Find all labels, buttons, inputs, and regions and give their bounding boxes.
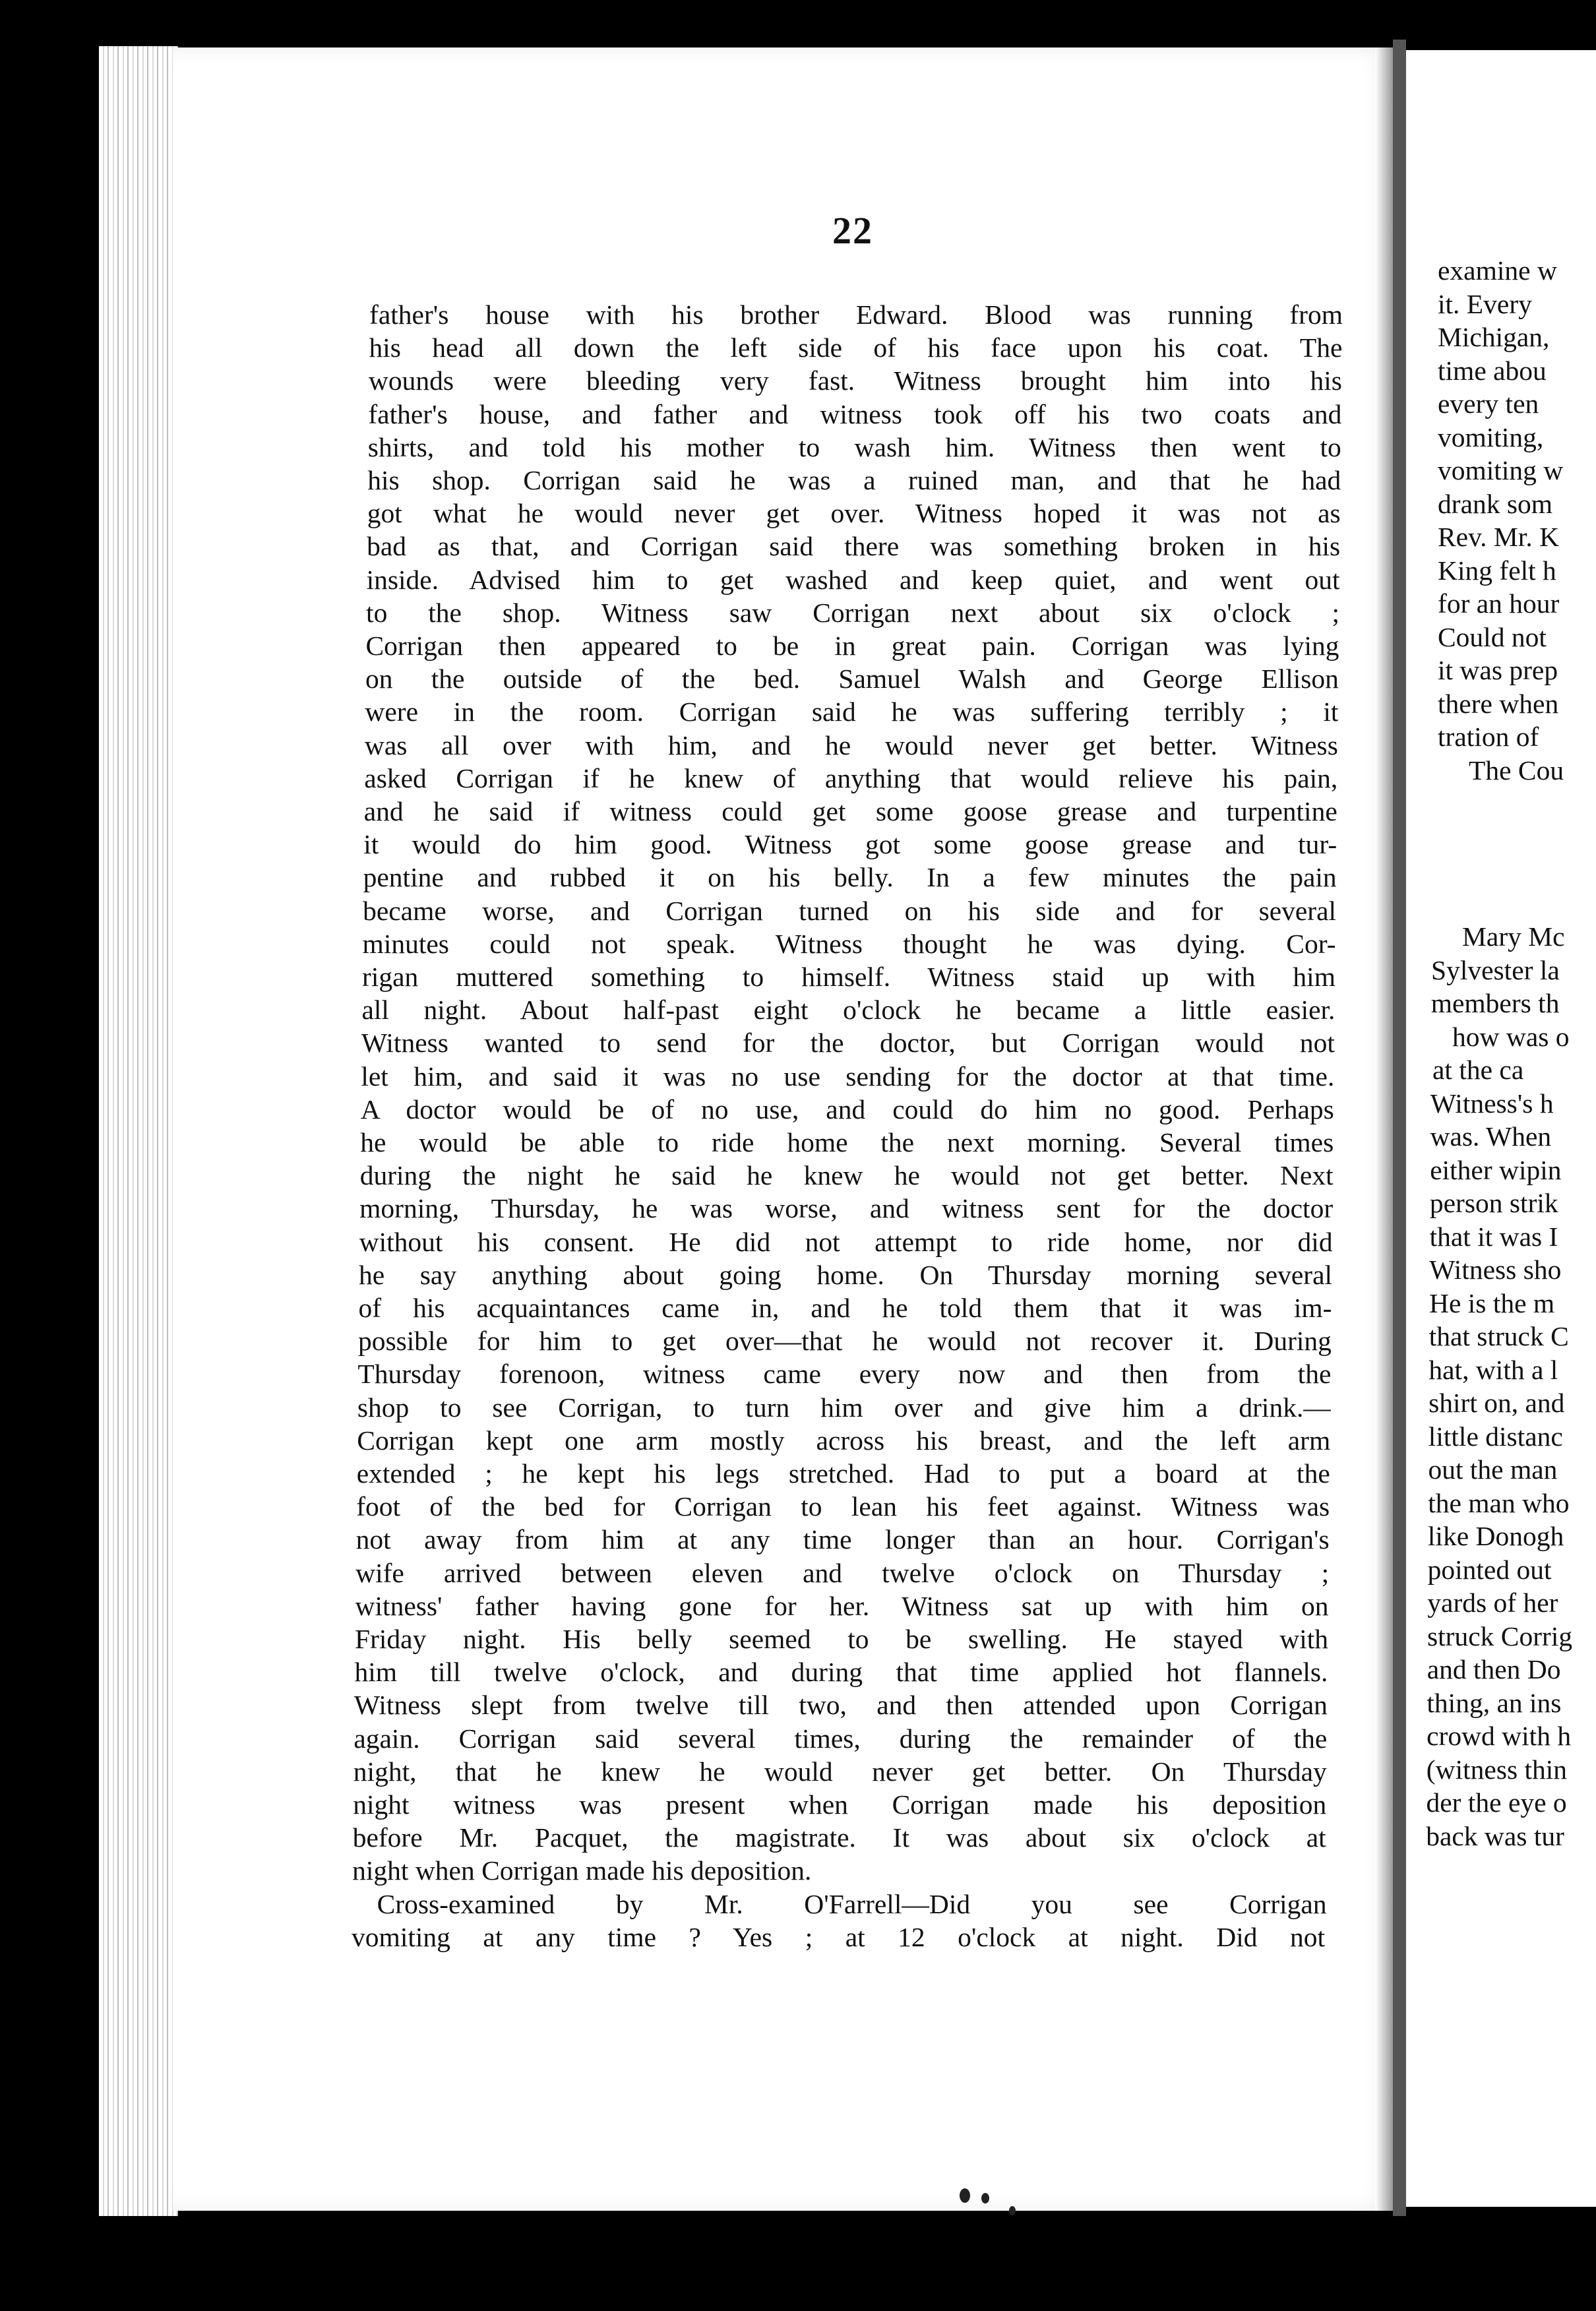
text-line: back was tur [1426,1820,1564,1851]
text-line: vomiting, [1438,421,1544,452]
text-line: rigan muttered something to himself. Witness staid up with him [362,962,1335,992]
text-line: Could not [1438,621,1547,652]
text-line: again. Corrigan said several times, during the remainder of the [353,1723,1328,1754]
text-line: inside. Advised him to get washed and keep quiet, and went out [366,564,1340,595]
text-line: foot of the bed for Corrigan to lean his feet against. Witness was [356,1491,1330,1522]
text-line: thing, an ins [1427,1687,1562,1718]
text-line: witness' father having gone for her. Witness sat up with him on [355,1590,1329,1621]
text-line: night witness was present when Corrigan made his deposition [353,1789,1327,1820]
text-line: Mary Mc [1462,921,1565,952]
text-line: Witness wanted to send for the doctor, but Corrigan would not [361,1028,1335,1059]
text-line: Witness slept from twelve till two, and then attended upon Corrigan [353,1690,1328,1721]
text-line: night when Corrigan made his deposition. [352,1855,812,1886]
text-line: out the man [1428,1454,1558,1485]
text-line: and then Do [1427,1654,1561,1684]
text-line: Corrigan kept one arm mostly across his breast, and the left arm [357,1425,1331,1456]
text-line: of his acquaintances came in, and he told them that it was im- [358,1293,1332,1323]
text-line: before Mr. Pacquet, the magistrate. It was about six o'clock at [352,1822,1326,1853]
text-line: bad as that, and Corrigan said there was something broken in his [367,531,1341,562]
text-line: vomiting at any time ? Yes ; at 12 o'clock at night. Did not [352,1921,1326,1952]
text-line: asked Corrigan if he knew of anything that would relieve his pain, [364,762,1338,793]
text-line: that it was I [1429,1221,1558,1252]
text-line: members th [1430,988,1560,1018]
text-line: there when [1438,688,1559,719]
text-line: for an hour [1438,588,1560,619]
text-line: Corrigan then appeared to be in great pain. Corrigan was lying [365,631,1339,661]
text-line: Witness's h [1430,1088,1554,1119]
text-line: on the outside of the bed. Samuel Walsh and George Ellison [365,663,1339,694]
text-line: wife arrived between eleven and twelve o'clock on Thursday ; [355,1557,1330,1588]
text-line: pointed out [1427,1554,1552,1585]
text-line: He is the m [1429,1287,1555,1318]
text-line: was all over with him, and he would never get better. Witness [364,729,1338,760]
text-line: how was o [1452,1021,1570,1052]
text-line: King felt h [1438,555,1556,586]
text-line: every ten [1438,388,1539,419]
text-line: at the ca [1432,1055,1524,1085]
text-line: Michigan, [1438,322,1550,352]
text-line: tration of [1438,722,1539,752]
text-line: it would do him good. Witness got some goose grease and tur- [363,829,1337,860]
text-line: minutes could not speak. Witness thought he was dying. Cor- [362,928,1336,959]
text-line: yards of her [1427,1587,1558,1618]
text-line: and he said if witness could get some goose grease and turpentine [363,796,1337,826]
text-line: struck Corrig [1427,1620,1573,1651]
text-line: time abou [1438,355,1547,386]
text-line: der the eye o [1426,1787,1567,1818]
book-page-edges [99,46,178,2216]
text-line: got what he would never get over. Witness hoped it was not as [367,498,1341,529]
text-line: hat, with a l [1428,1354,1558,1385]
text-line: Witness sho [1429,1254,1562,1285]
text-line: father's house with his brother Edward. Blood was running from [369,299,1343,330]
text-line: shirts, and told his mother to wash him. Witness then went to [367,431,1341,462]
text-line: either wipin [1430,1154,1562,1185]
text-line: were in the room. Corrigan said he was suffering terribly ; it [365,696,1339,727]
text-line: Cross-examined by Mr. O'Farrell—Did you see Corrigan [377,1888,1327,1919]
scan-speck [981,2193,989,2203]
text-line: vomiting w [1438,455,1564,485]
text-line: possible for him to get over—that he would not recover it. During [357,1326,1332,1357]
page-gutter-shadow [1375,47,1393,2211]
text-line: pentine and rubbed it on his belly. In a few minutes the pain [363,862,1337,893]
text-line: father's house, and father and witness took off his two coats and [368,398,1342,429]
text-line: became worse, and Corrigan turned on his side and for several [363,895,1337,926]
text-line: during the night he said he knew he would not get better. Next [359,1160,1334,1191]
text-line: he would be able to ride home the next morning. Several times [360,1127,1334,1157]
text-line: it was prep [1438,655,1558,685]
right-page-partial [1406,50,1596,2207]
text-line: (witness thin [1426,1754,1568,1785]
text-line: crowd with h [1427,1721,1572,1751]
text-line: the man who [1428,1487,1570,1518]
text-line: not away from him at any time longer than an hour. Corrigan's [355,1524,1330,1555]
text-line: was. When [1430,1121,1552,1152]
text-line: wounds were bleeding very fast. Witness brought him into his [368,365,1342,396]
text-line: extended ; he kept his legs stretched. Had to put a board at the [356,1458,1330,1489]
text-line: morning, Thursday, he was worse, and witness sent for the doctor [359,1193,1334,1224]
text-line: little distanc [1428,1421,1563,1452]
scan-speck [1009,2206,1016,2215]
text-line: him till twelve o'clock, and during that time applied hot flannels. [354,1657,1328,1688]
text-line: Sylvester la [1431,954,1560,985]
book-gutter [1393,40,1406,2216]
text-line: all night. About half-past eight o'clock he became a little easier. [361,995,1335,1026]
text-line: Rev. Mr. K [1438,522,1560,552]
text-line: like Donogh [1427,1521,1564,1551]
text-line: let him, and said it was no use sending for the doctor at that time. [361,1061,1335,1092]
text-line: shop to see Corrigan, to turn him over and give him a drink.— [357,1392,1331,1423]
text-line: his shop. Corrigan said he was a ruined man, and that he had [367,465,1341,495]
scan-speck [960,2188,970,2203]
text-line: person strik [1429,1188,1558,1218]
text-line: Thursday forenoon, witness came every now and then from the [357,1359,1332,1390]
page-number: 22 [832,209,873,252]
text-line: Friday night. His belly seemed to be swelling. He stayed with [355,1624,1328,1654]
text-line: The Cou [1469,755,1564,786]
text-line: examine w [1438,255,1557,286]
text-line: to the shop. Witness saw Corrigan next about six o'clock ; [366,597,1340,628]
text-line: shirt on, and [1428,1388,1565,1418]
text-line: A doctor would be of no use, and could do him no good. Perhaps [360,1094,1334,1125]
text-line: that struck C [1428,1321,1569,1351]
text-line: drank som [1438,488,1553,519]
text-line: his head all down the left side of his face upon his coat. The [369,332,1343,363]
text-line: he say anything about going home. On Thursday morning several [359,1259,1333,1290]
text-line: night, that he knew he would never get better. On Thursday [353,1756,1327,1787]
text-line: it. Every [1438,288,1532,319]
text-line: without his consent. He did not attempt to ride home, nor did [359,1226,1333,1257]
